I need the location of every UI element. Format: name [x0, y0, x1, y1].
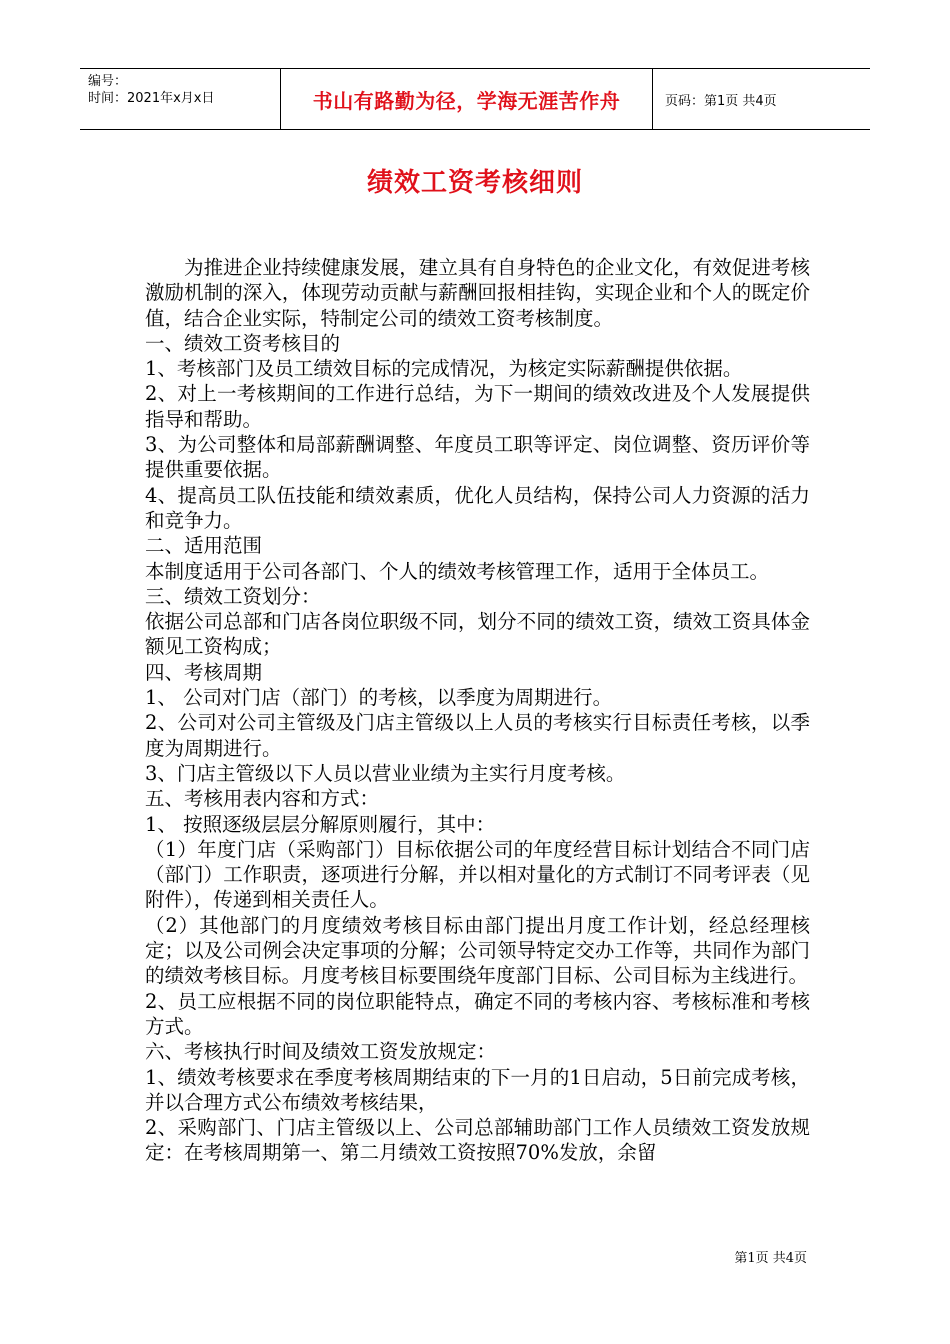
document-title: 绩效工资考核细则	[366, 168, 583, 198]
paragraph: 1、 按照逐级层层分解原则履行，其中：	[145, 812, 496, 836]
page-header	[80, 68, 870, 130]
document-number: 编号：	[88, 74, 128, 89]
paragraph: 3、为公司整体和局部薪酬调整、年度员工职等评定、岗位调整、资历评价等提供重要依据。	[145, 433, 810, 482]
paragraph: 1、绩效考核要求在季度考核周期结束的下一月的1日启动，5日前完成考核，并以合理方式公布绩效考核结果，	[145, 1065, 810, 1114]
section-heading: 二、适用范围	[145, 534, 263, 558]
paragraph: （1）年度门店（采购部门）目标依据公司的年度经营目标计划结合不同门店（部门）工作职责，逐项进行分解，并以相对量化的方式制订不同考评表（见附件），传递到相关责任人。	[145, 837, 810, 912]
header-motto: 书山有路勤为径，学海无涯苦作舟	[281, 69, 653, 129]
paragraph: 4、提高员工队伍技能和绩效素质，优化人员结构，保持公司人力资源的活力和竞争力。	[145, 483, 810, 532]
paragraph: 依据公司总部和门店各岗位职级不同，划分不同的绩效工资，绩效工资具体金额见工资构成；	[145, 610, 810, 659]
section-heading: 三、绩效工资划分：	[145, 584, 321, 608]
paragraph: 3、门店主管级以下人员以营业业绩为主实行月度考核。	[145, 761, 626, 785]
paragraph: 2、对上一考核期间的工作进行总结，为下一期间的绩效改进及个人发展提供指导和帮助。	[145, 382, 810, 431]
header-meta	[80, 69, 281, 129]
paragraph: 2、公司对公司主管级及门店主管级以上人员的考核实行目标责任考核，以季度为周期进行。	[145, 711, 810, 760]
section-heading: 四、考核周期	[145, 660, 263, 684]
paragraph: 1、 公司对门店（部门）的考核，以季度为周期进行。	[145, 686, 613, 710]
document-time: 时间：2021年x月x日	[88, 91, 215, 106]
paragraph: （2）其他部门的月度绩效考核目标由部门提出月度工作计划，经总经理核定；以及公司例会决定事项的分解；公司领导特定交办工作等，共同作为部门的绩效考核目标。月度考核目标要围绕年度部门目标、公司目标为主线进行。	[145, 913, 810, 988]
section-heading: 六、考核执行时间及绩效工资发放规定：	[145, 1040, 497, 1064]
paragraph: 1、考核部门及员工绩效目标的完成情况，为核定实际薪酬提供依据。	[145, 357, 743, 381]
paragraph: 2、员工应根据不同的岗位职能特点，确定不同的考核内容、考核标准和考核方式。	[145, 989, 810, 1038]
paragraph: 本制度适用于公司各部门、个人的绩效考核管理工作，适用于全体员工。	[145, 559, 770, 583]
intro-paragraph: 为推进企业持续健康发展，建立具有自身特色的企业文化，有效促进考核激励机制的深入，体现劳动贡献与薪酬回报相挂钩，实现企业和个人的既定价值，结合企业实际，特制定公司的绩效工资考核制度。	[145, 256, 810, 330]
header-page-number: 页码：第1页 共4页	[665, 93, 777, 109]
section-heading: 一、绩效工资考核目的	[145, 331, 341, 355]
document-body	[145, 255, 810, 1166]
page-footer: 第1页 共4页	[734, 1251, 807, 1266]
section-heading: 五、考核用表内容和方式：	[145, 787, 380, 811]
paragraph: 2、采购部门、门店主管级以上、公司总部辅助部门工作人员绩效工资发放规定：在考核周期第一、第二月绩效工资按照70%发放，余留	[145, 1116, 810, 1165]
